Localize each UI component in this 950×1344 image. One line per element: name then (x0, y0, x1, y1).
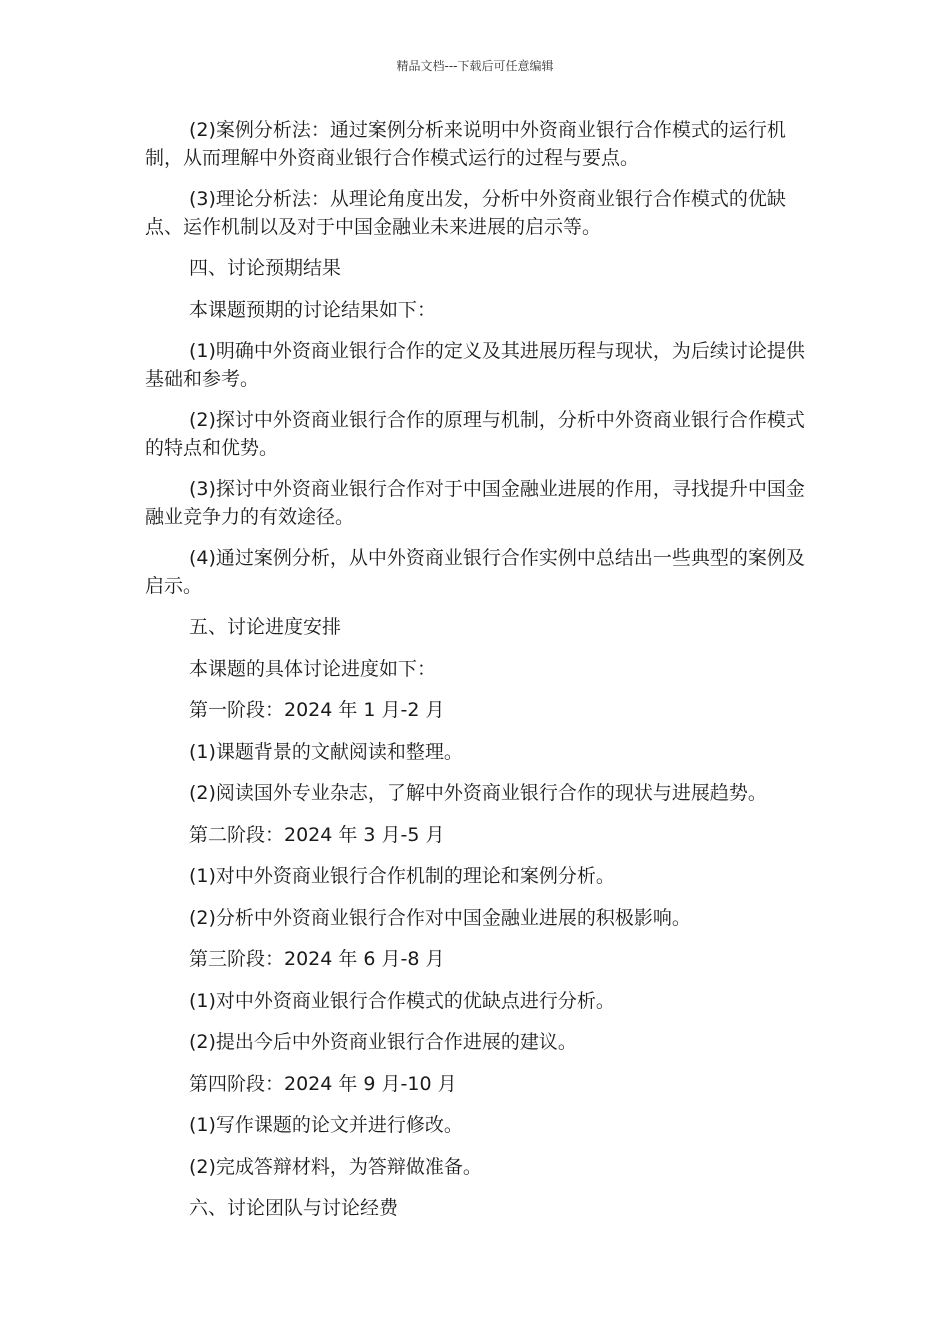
paragraph-expected-2: (2)探讨中外资商业银行合作的原理与机制，分析中外资商业银行合作模式的特点和优势。 (145, 409, 805, 459)
stage-1-item-1: (1)课题背景的文献阅读和整理。 (189, 740, 463, 763)
stage-4-item-1: (1)写作课题的论文并进行修改。 (189, 1114, 463, 1136)
stage-4-heading: 第四阶段：2024 年 9 月-10 月 (189, 1072, 457, 1095)
stage-2-heading: 第二阶段：2024 年 3 月-5 月 (189, 823, 445, 846)
stage-1-heading: 第一阶段：2024 年 1 月-2 月 (189, 699, 445, 721)
stage-2-item-2: (2)分析中外资商业银行合作对中国金融业进展的积极影响。 (189, 906, 691, 929)
stage-1-item-2: (2)阅读国外专业杂志，了解中外资商业银行合作的现状与进展趋势。 (189, 782, 767, 804)
stage-3-item-1: (1)对中外资商业银行合作模式的优缺点进行分析。 (189, 989, 615, 1012)
stage-4-item-2: (2)完成答辩材料，为答辩做准备。 (189, 1155, 482, 1178)
paragraph-expected-3: (3)探讨中外资商业银行合作对于中国金融业进展的作用，寻找提升中国金融业竞争力的有效途径。 (145, 478, 805, 528)
section-heading-expected-results: 四、讨论预期结果 (189, 257, 342, 279)
section-heading-team-funding: 六、讨论团队与讨论经费 (189, 1197, 399, 1219)
stage-3-item-2: (2)提出今后中外资商业银行合作进展的建议。 (189, 1031, 577, 1053)
paragraph-theory-analysis: (3)理论分析法：从理论角度出发，分析中外资商业银行合作模式的优缺点、运作机制以及对于中国金融业未来进展的启示等。 (145, 188, 786, 238)
paragraph-case-analysis: (2)案例分析法：通过案例分析来说明中外资商业银行合作模式的运行机制，从而理解中外资商业银行合作模式运行的过程与要点。 (145, 119, 786, 169)
section-heading-schedule: 五、讨论进度安排 (189, 616, 342, 638)
stage-3-heading: 第三阶段：2024 年 6 月-8 月 (189, 948, 445, 970)
document-body (145, 116, 805, 1236)
paragraph-schedule-intro: 本课题的具体讨论进度如下： (189, 657, 437, 680)
paragraph-expected-intro: 本课题预期的讨论结果如下： (189, 298, 437, 321)
paragraph-expected-1: (1)明确中外资商业银行合作的定义及其进展历程与现状，为后续讨论提供基础和参考。 (145, 340, 805, 390)
stage-2-item-1: (1)对中外资商业银行合作机制的理论和案例分析。 (189, 865, 615, 887)
paragraph-expected-4: (4)通过案例分析，从中外资商业银行合作实例中总结出一些典型的案例及启示。 (145, 547, 805, 597)
page-header: 精品文档---下载后可任意编辑 (396, 59, 554, 73)
